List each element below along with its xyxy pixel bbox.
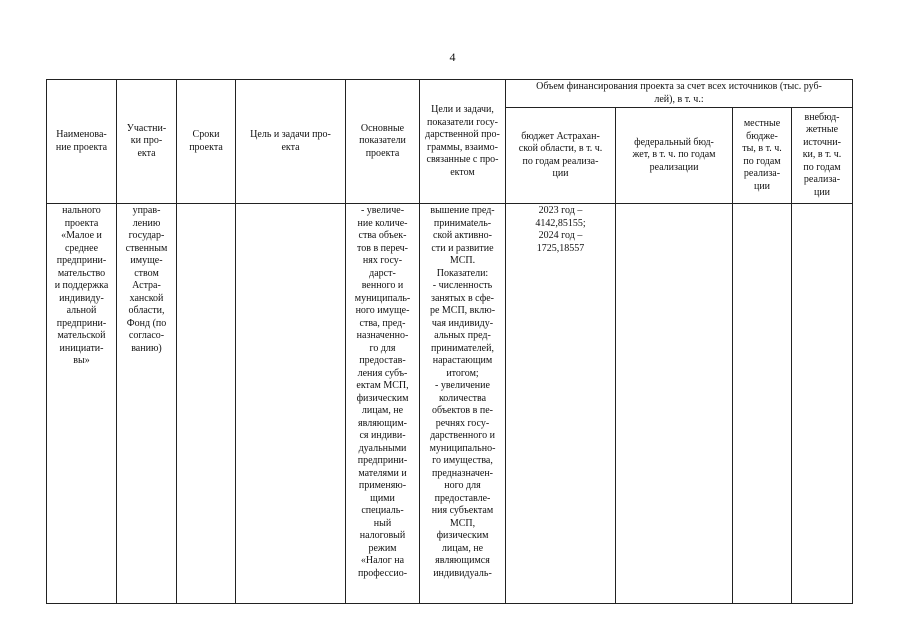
cell-extra-budget bbox=[792, 204, 853, 604]
cell-goal bbox=[236, 204, 346, 604]
table-row bbox=[47, 204, 853, 604]
header-extra-budget: внебюд- жетные источни- ки, в т. ч. по годам реализа- ции bbox=[792, 108, 853, 204]
cell-participants: управ- лению государ- ственным имуще- ством Астра- ханской области, Фонд (по согласо- ванию) bbox=[117, 204, 177, 604]
header-related-goals: Цели и задачи, показатели госу- дарственной про- граммы, взаимо- связанные с про- ектом bbox=[420, 80, 506, 204]
header-regional-budget: бюджет Астрахан- ской области, в т. ч. по годам реализа- ции bbox=[506, 108, 616, 204]
project-table bbox=[46, 79, 853, 604]
cell-regional-budget: 2023 год – 4142,85155; 2024 год – 1725,18557 bbox=[506, 204, 616, 604]
cell-project-name: нального проекта «Малое и среднее предприни- мательство и поддержка индивиду- альной предприни- мательской инициати- вы» bbox=[47, 204, 117, 604]
cell-federal-budget bbox=[616, 204, 733, 604]
header-goal: Цель и задачи про- екта bbox=[236, 80, 346, 204]
header-local-budgets: местные бюдже- ты, в т. ч. по годам реализа- ции bbox=[733, 108, 792, 204]
header-federal-budget: федеральный бюд- жет, в т. ч. по годам реализации bbox=[616, 108, 733, 204]
header-row-top bbox=[47, 80, 853, 108]
cell-indicators: - увеличе- ние количе- ства объек- тов в переч- нях госу- дарст- венного и муниципаль- ного имуще- ства, пред- назначенно- го для предостав- ления субъ- ектам МСП, физическим лицам, не являющим- ся индиви- дуальными предприни- мателями и применяю- щими специаль- ный налоговый режим «Налог на профессио- bbox=[346, 204, 420, 604]
cell-terms bbox=[177, 204, 236, 604]
header-project-name: Наименова- ние проекта bbox=[47, 80, 117, 204]
header-indicators: Основные показатели проекта bbox=[346, 80, 420, 204]
cell-local-budgets bbox=[733, 204, 792, 604]
header-participants: Участни- ки про- екта bbox=[117, 80, 177, 204]
page-number: 4 bbox=[449, 50, 456, 64]
cell-related-goals: вышение пред- принимatель- ской активно- сти и развитие МСП. Показатели: - численность занятых в сфе- ре МСП, вклю- чая индивиду- альных пред- принимателей, нарастающим итогом; - увеличение количества объектов в пе- речнях госу- дарственного и муниципально- го имущества, предназначен- ного для предоставле- ния субъектам МСП, физическим лицам, не являющимся индивидуаль- bbox=[420, 204, 506, 604]
header-terms: Сроки проекта bbox=[177, 80, 236, 204]
header-financing-group: Объем финансирования проекта за счет всех источников (тыс. руб- лей), в т. ч.: bbox=[506, 80, 853, 108]
